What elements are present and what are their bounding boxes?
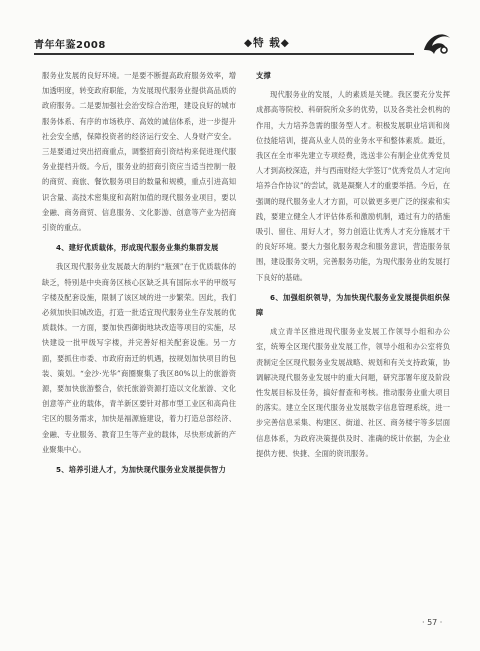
yearbook-title: 青年年鉴2008 [34,40,106,51]
paragraph: 现代服务业的发展，人的素质是关键。我区要充分发挥成都高等院校、科研院所众多的优势，以及各类社会机构的作用，大力培养急需的服务型人才。积极发展职业培训和岗位技能培训，提高从业人员的业务水平和整体素质。最近，我区在全市率先建立专项经费，选送非公有制企业优秀党员人才到高校深造，并与西南财经大学签订“优秀党员人才定向培养合作协议”的尝试，就是凝聚人才的重要举措。今后，在强调的现代服务业人才方面，可以做更多更广泛的探索和实践，要建立健全人才评估体系和激励机制，通过有力的措施吸引、留住、用好人才，努力创造让优秀人才充分施展才干的良好环境。要大力强化服务观念和服务意识，营造服务氛围，建设服务文明，完善服务功能，为现代服务业的发展打下良好的基础。 [256,90,450,282]
section-heading-4: 4、建好优质载体，形成现代服务业集约集群发展 [56,243,219,253]
right-column [256,68,450,461]
section-heading-6: 6、加强组织领导，为加快现代服务业发展提供组织保障 [256,292,450,318]
yearbook-logo-icon [420,28,454,58]
header-rule [34,53,414,55]
section-heading-5-continued: 支撑 [256,71,271,80]
page-number: · 57 · [422,618,443,627]
left-column [42,68,236,481]
paragraph: 成立青羊区推进现代服务业发展工作领导小组和办公室，统筹全区现代服务业发展工作，领导小组和办公室将负责制定全区现代服务业发展战略、规划和有关支持政策，协调解决现代服务业发展中的重大问题，研究部署年度及阶段性发展目标及任务，搞好督查和考核。推动服务业重大项目的落实。建立全区现代服务业发展数字信息管理系统，进一步完善信息采集、构建区、街道、社区、商务楼宇等多层面信息体系，为政府决策提供及时、准确的统计依据，为企业提供方便、快捷、全面的资讯服务。 [256,327,450,458]
paragraph: 服务业发展的良好环境。一是要不断提高政府服务效率，增加透明度，转变政府职能，为发展现代服务业提供高品质的政府服务。二是要加强社会治安综合治理，建设良好的城市服务体系、有序的市场秩序、高效的诚信体系，进一步提升社会安全感，保障投资者的经济运行安全、人身财产安全。三是要通过突出招商重点，调整招商引资结构来促进现代服务业提档升级。今后，服务业的招商引资应当适当控制一般的商贸、商旅、餐饮服务项目的数量和规模，重点引进高知识含量、高技术密集度和高附加值的现代服务业项目，要以金融、商务商贸、信息服务、文化影游、创意等产业为招商引资的重点。 [42,71,236,233]
paragraph: 我区现代服务业发展最大的制约“瓶颈”在于优质载体的缺乏，特别是中央商务区核心区缺乏具有国际水平的甲级写字楼及配套设施，限制了该区域的进一步繁荣。因此，我们必须加快旧城改造，打造一批适宜现代服务业生存发展的优质载体。一方面，要加快西御街地块改造等项目的实施，尽快建设一批甲级写字楼，并完善好相关配套设施。另一方面，要抓住市委、市政府南迁的机遇，按规划加快项目的包装、策划。“金沙·光华”商圈聚集了我区80%以上的旅游资源，要加快旅游整合，依托旅游资源打造以文化旅游、文化创意等产业的载体，青羊新区要针对都市型工业区和高尚住宅区的服务需求，加快是福源施建设，着力打造总部经济、金融、专业服务、教育卫生等产业的载体，尽快形成新的产业聚集中心。 [42,262,236,454]
running-header [34,34,454,56]
section-heading-5: 5、培养引进人才，为加快现代服务业发展提供智力 [56,465,227,475]
section-title: ◆特 载◆ [244,37,290,49]
